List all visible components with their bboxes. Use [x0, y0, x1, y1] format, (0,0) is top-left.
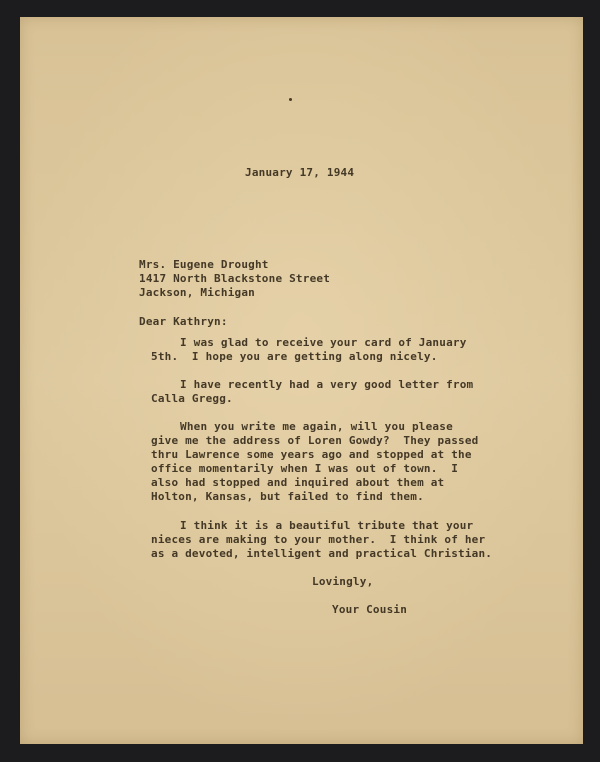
recipient-street: 1417 North Blackstone Street	[139, 272, 331, 285]
paragraph-2-line-2: Calla Gregg.	[151, 392, 233, 405]
paragraph-1-line-2: 5th. I hope you are getting along nicely.	[151, 350, 438, 363]
signature-line: Your Cousin	[332, 603, 408, 616]
paragraph-3-line-5: also had stopped and inquired about them at	[151, 476, 445, 489]
paragraph-2-line-1: I have recently had a very good letter from	[180, 378, 474, 391]
letter-page	[20, 17, 583, 744]
salutation: Dear Kathryn:	[139, 315, 228, 328]
paragraph-1-line-1: I was glad to receive your card of January	[180, 336, 467, 349]
paragraph-3-line-3: thru Lawrence some years ago and stopped at the	[151, 448, 472, 461]
paragraph-3-line-6: Holton, Kansas, but failed to find them.	[151, 490, 424, 503]
paragraph-3-line-1: When you write me again, will you please	[180, 420, 453, 433]
paragraph-4-line-2: nieces are making to your mother. I think of her	[151, 533, 486, 546]
paragraph-3-line-2: give me the address of Loren Gowdy? They passed	[151, 434, 479, 447]
closing: Lovingly,	[312, 575, 374, 588]
paragraph-4-line-1: I think it is a beautiful tribute that your	[180, 519, 474, 532]
ink-speck	[289, 98, 292, 101]
recipient-city: Jackson, Michigan	[139, 286, 255, 299]
recipient-name: Mrs. Eugene Drought	[139, 258, 269, 271]
letter-date: January 17, 1944	[245, 166, 355, 179]
paragraph-3-line-4: office momentarily when I was out of town. I	[151, 462, 459, 475]
paragraph-4-line-3: as a devoted, intelligent and practical Christian.	[151, 547, 493, 560]
